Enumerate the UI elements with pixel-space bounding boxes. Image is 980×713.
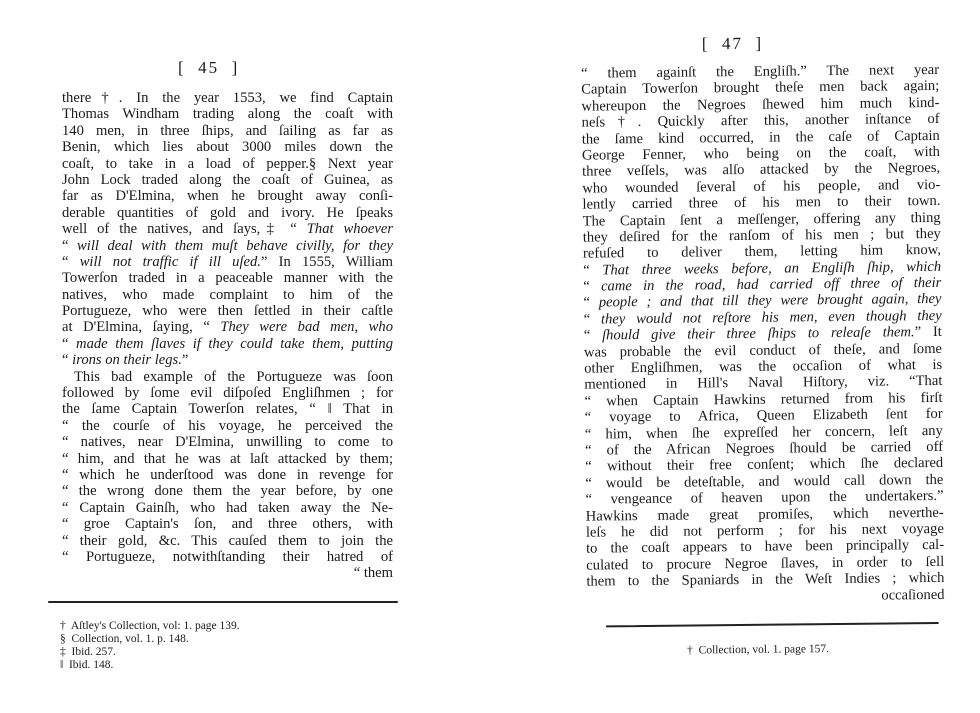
text-line [62,156,393,172]
text-run: three veſſels, was alſo attacked by the Negroes, [582,160,941,180]
italic-quote: That whoever [306,221,393,238]
italic-quote: people ; and that till they were brought again, they [598,291,942,311]
italic-quote: will deal with them muſt behave civilly, for they [77,237,393,254]
italic-quote: irons on their legs. [72,352,182,369]
text-line [62,434,393,450]
text-run: “ Captain Gainſh, who had taken away the Ne- [62,499,393,516]
text-line [62,500,393,516]
text-run: at D'Elmina, ſaying, “ [62,319,221,336]
footnote: † Aſtley's Collection, vol: 1. page 139. [60,620,240,632]
text-run: who wounded ſeveral of his people, and vio- [582,176,941,197]
text-line [62,238,393,254]
footnote: ‡ Ibid. 257. [60,646,116,658]
italic-quote: They were bad men, who [220,319,393,336]
text-line [62,254,393,270]
text-run: “ voyage to Africa, Queen Elizabeth ſent for [584,406,943,426]
left-page [0,0,490,710]
text-run: “ without their free conſent; which ſhe declared [585,455,944,476]
text-run: they deſired for the ranſom of his men ; but they [582,225,941,246]
text-run: The Captain ſent a meſſenger, offering any thing [582,209,941,230]
body-text [62,90,393,582]
text-run: leſs he did not perform ; for his next voyage [585,520,944,541]
text-line [62,565,393,581]
text-line [62,303,393,319]
text-run: culated to procure Negroe ſlaves, in order to ſell [586,553,945,574]
text-run: “ them againſt the Engliſh.” The next year [581,61,940,82]
text-run: Captain Towerſon brought theſe men back again; [581,78,940,99]
text-line [62,467,393,483]
text-line [62,352,393,368]
text-run: derable quantities of gold and ivory. He ſpeaks [62,204,393,221]
text-run: John Lock traded along the coaſt of Guinea, as [62,171,393,188]
text-run: the ſame Captain Towerſon relates, “ ‖ That in [62,401,393,418]
footnotes [687,643,829,657]
text-run: “ [583,311,602,328]
text-run: far as D'Elmina, when he brought away conſi- [62,188,393,205]
text-run: “ Portugueze, notwithſtanding their hatred of [62,548,393,565]
text-run: mentioned in Hill's Naval Hiſtory, viz. “That [584,373,943,394]
text-line [62,205,393,221]
italic-quote: will not traffic if ill uſed. [79,253,261,270]
text-run: whereupon the Negroes ſhewed him much kind- [581,94,940,115]
text-line [62,270,393,286]
text-run: to the coaſt appears to have been principally cal- [585,537,945,557]
page-number: [ 45 ] [178,58,240,77]
text-line [62,221,393,237]
right-page [486,0,980,713]
text-run: well of the natives, and ſays,‡ “ [62,221,307,238]
text-line [62,451,393,467]
footnotes [60,620,240,672]
italic-quote: That three weeks before, an Engliſh ſhip, which [602,258,942,279]
text-run: them to the Spaniards in the Weſt Indies ; which [586,569,945,590]
text-line [62,401,393,417]
italic-quote: made them ſlaves if they could take them, putting [76,335,393,352]
text-run: “ the wrong done them the year before, by one [62,483,393,500]
text-run: was probable the evil conduct of theſe, and ſome [583,340,943,361]
italic-quote: ſhould give their three ſhips to releaſe them. [601,324,915,344]
text-line [62,369,393,385]
text-run: Thomas Windham trading along the coaſt with [62,106,393,123]
text-run: ” In 1555, William [260,253,393,270]
text-run: “ him, when ſhe expreſſed her concern, leſt any [584,422,943,443]
text-run: followed by ſome evil diſpoſed Engliſhmen ; for [62,385,393,402]
text-run: “ which he underſtood was done in revenge for [62,466,393,483]
text-run: “ vengeance of heaven upon the undertakers.” [585,488,944,508]
footnote-rule [48,601,398,603]
text-run: neſs†. Quickly after this, another inſtance of [581,111,940,131]
text-run: other Engliſhmen, was the occaſion of what is [584,356,943,377]
text-run: “ would be deteſtable, and would call down the [585,471,944,492]
italic-quote: came in the road, had carried off three of their [600,274,942,295]
text-line [62,533,393,549]
text-run: ” It [914,324,942,341]
text-run: Towerſon traded in a peaceable manner with the [62,270,393,287]
text-run: “ [62,352,73,369]
text-run: refuſed to deliver them, letting him know, [582,242,942,262]
text-line [62,188,393,204]
text-line [62,123,393,139]
text-run: occaſioned [881,586,945,604]
text-run: “ [583,294,599,312]
text-run: coaſt, to take in a load of pepper.§ Next year [62,155,393,172]
text-run: “ them [353,565,393,582]
text-line [62,90,393,106]
text-line [62,549,393,565]
text-line [62,483,393,499]
footnote: § Collection, vol. 1. p. 148. [60,633,189,645]
text-run: “ the courſe of his voyage, he perceived the [62,417,393,434]
text-run: “ of the African Negroes ſhould be carried off [584,438,944,459]
footnote-rule [606,622,939,627]
text-run: “ [62,237,78,254]
text-run: “ him, and that he was at laſt attacked by them; [62,450,393,467]
text-line [62,336,393,352]
text-line [62,106,393,122]
text-run: lently carried three of his men to their town. [582,193,941,213]
text-run: the ſame kind occurred, in the caſe of Captain [581,127,940,148]
text-line [62,139,393,155]
text-line [62,319,393,335]
text-run: “ [62,253,80,270]
text-line [62,418,393,434]
text-run: 140 men, in three ſhips, and ſailing as far as [62,122,393,139]
text-run: “ their gold, &c. This cauſed them to join the [62,532,393,549]
text-run: “ when Captain Hawkins returned from his firſt [584,389,943,410]
text-run: “ [583,278,602,295]
text-run: Portugueze, who were then ſettled in their caſtle [62,303,393,320]
body-text [581,62,945,607]
text-run: “ natives, near D'Elmina, unwilling to come to [62,434,393,451]
text-run: Benin, which lies about 3000 miles down the [62,139,393,156]
text-run: there†. In the year 1553, we find Captain [62,90,393,106]
text-run: “ [62,335,77,352]
text-run: “ [583,262,603,279]
page-number: [ 47 ] [701,33,764,54]
text-run: ” [181,352,189,369]
text-line [62,516,393,532]
text-run: George Fenner, who being on the coaſt, with [581,143,941,164]
footnote: † Collection, vol. 1. page 157. [687,643,830,657]
text-run: “ [583,327,603,344]
text-run: Hawkins made great promiſes, which neverthe- [585,504,944,525]
text-run: natives, who made complaint to him of the [62,286,393,303]
text-line [62,287,393,303]
footnote: ‖ Ibid. 148. [60,659,114,671]
text-run: This bad example of the Portugueze was ſoon [74,368,393,385]
text-line [62,172,393,188]
italic-quote: they would not reſtore his men, even though they [600,307,942,328]
text-line [62,385,393,401]
text-run: “ groe Captain's ſon, and three others, with [62,516,393,533]
